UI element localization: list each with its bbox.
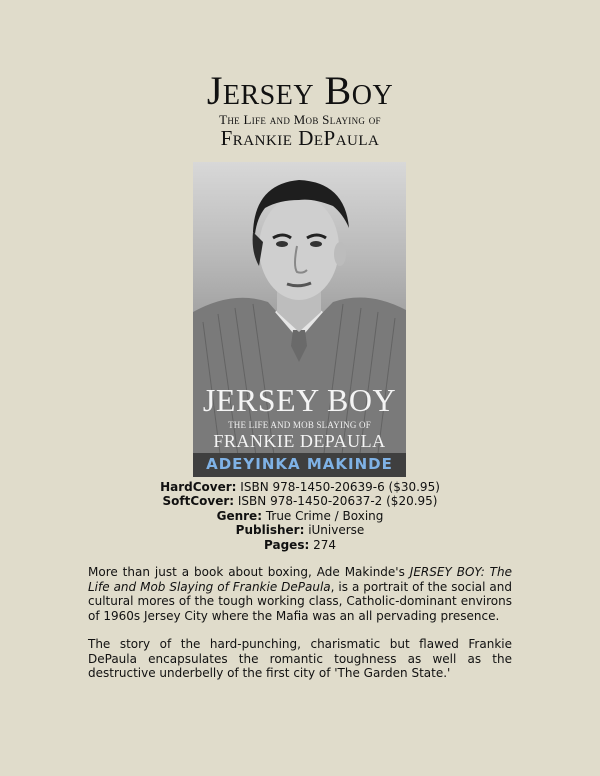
pages-label: Pages: (264, 537, 310, 552)
softcover-label: SoftCover: (162, 494, 235, 509)
publisher-line (0, 523, 600, 537)
publisher-label: Publisher: (235, 523, 305, 538)
pages-value: 274 (309, 537, 336, 552)
hardcover-value: ISBN 978-1450-20639-6 ($30.95) (236, 480, 440, 494)
title-block (0, 70, 600, 149)
publisher-value: iUniverse (304, 523, 365, 538)
hardcover-line (0, 480, 600, 494)
p1-intro: More than just a book about boxing, Ade Makinde's (88, 565, 410, 579)
cover-title: JERSEY BOY (202, 382, 397, 418)
cover-subject-name: FRANKIE DEPAULA (213, 431, 386, 451)
book-details (0, 480, 600, 552)
p1-book-title: JERSEY BOY: The Life and Mob Slaying of Frankie DePaula (88, 565, 512, 594)
cover-author-name: ADEYINKA MAKINDE (193, 453, 406, 477)
hardcover-label: HardCover: (160, 480, 237, 494)
pages-line (0, 538, 600, 552)
page-subject-name: Frankie DePaula (220, 126, 380, 150)
page-title: Jersey Boy (206, 68, 394, 113)
genre-value: True Crime / Boxing (262, 508, 384, 523)
book-cover-image (193, 162, 406, 477)
softcover-value: ISBN 978-1450-20637-2 ($20.95) (234, 494, 438, 509)
description-paragraph-2: The story of the hard-punching, charismatic but flawed Frankie DePaula encapsulates the romantic toughness as well as the destructive underbelly of the first city of 'The Garden State.' (88, 637, 512, 680)
cover-subtitle: THE LIFE AND MOB SLAYING OF (228, 420, 371, 430)
genre-line (0, 509, 600, 523)
genre-label: Genre: (216, 508, 262, 523)
p1-rest: , is a portrait of the social and cultural mores of the tough working class, Catholic-dominant environs of 1960s Jersey City where the Mafia was an all pervading presence. (88, 579, 512, 623)
description-paragraph-1 (88, 565, 512, 623)
softcover-line (0, 494, 600, 508)
page-subtitle: The Life and Mob Slaying of (219, 112, 381, 127)
